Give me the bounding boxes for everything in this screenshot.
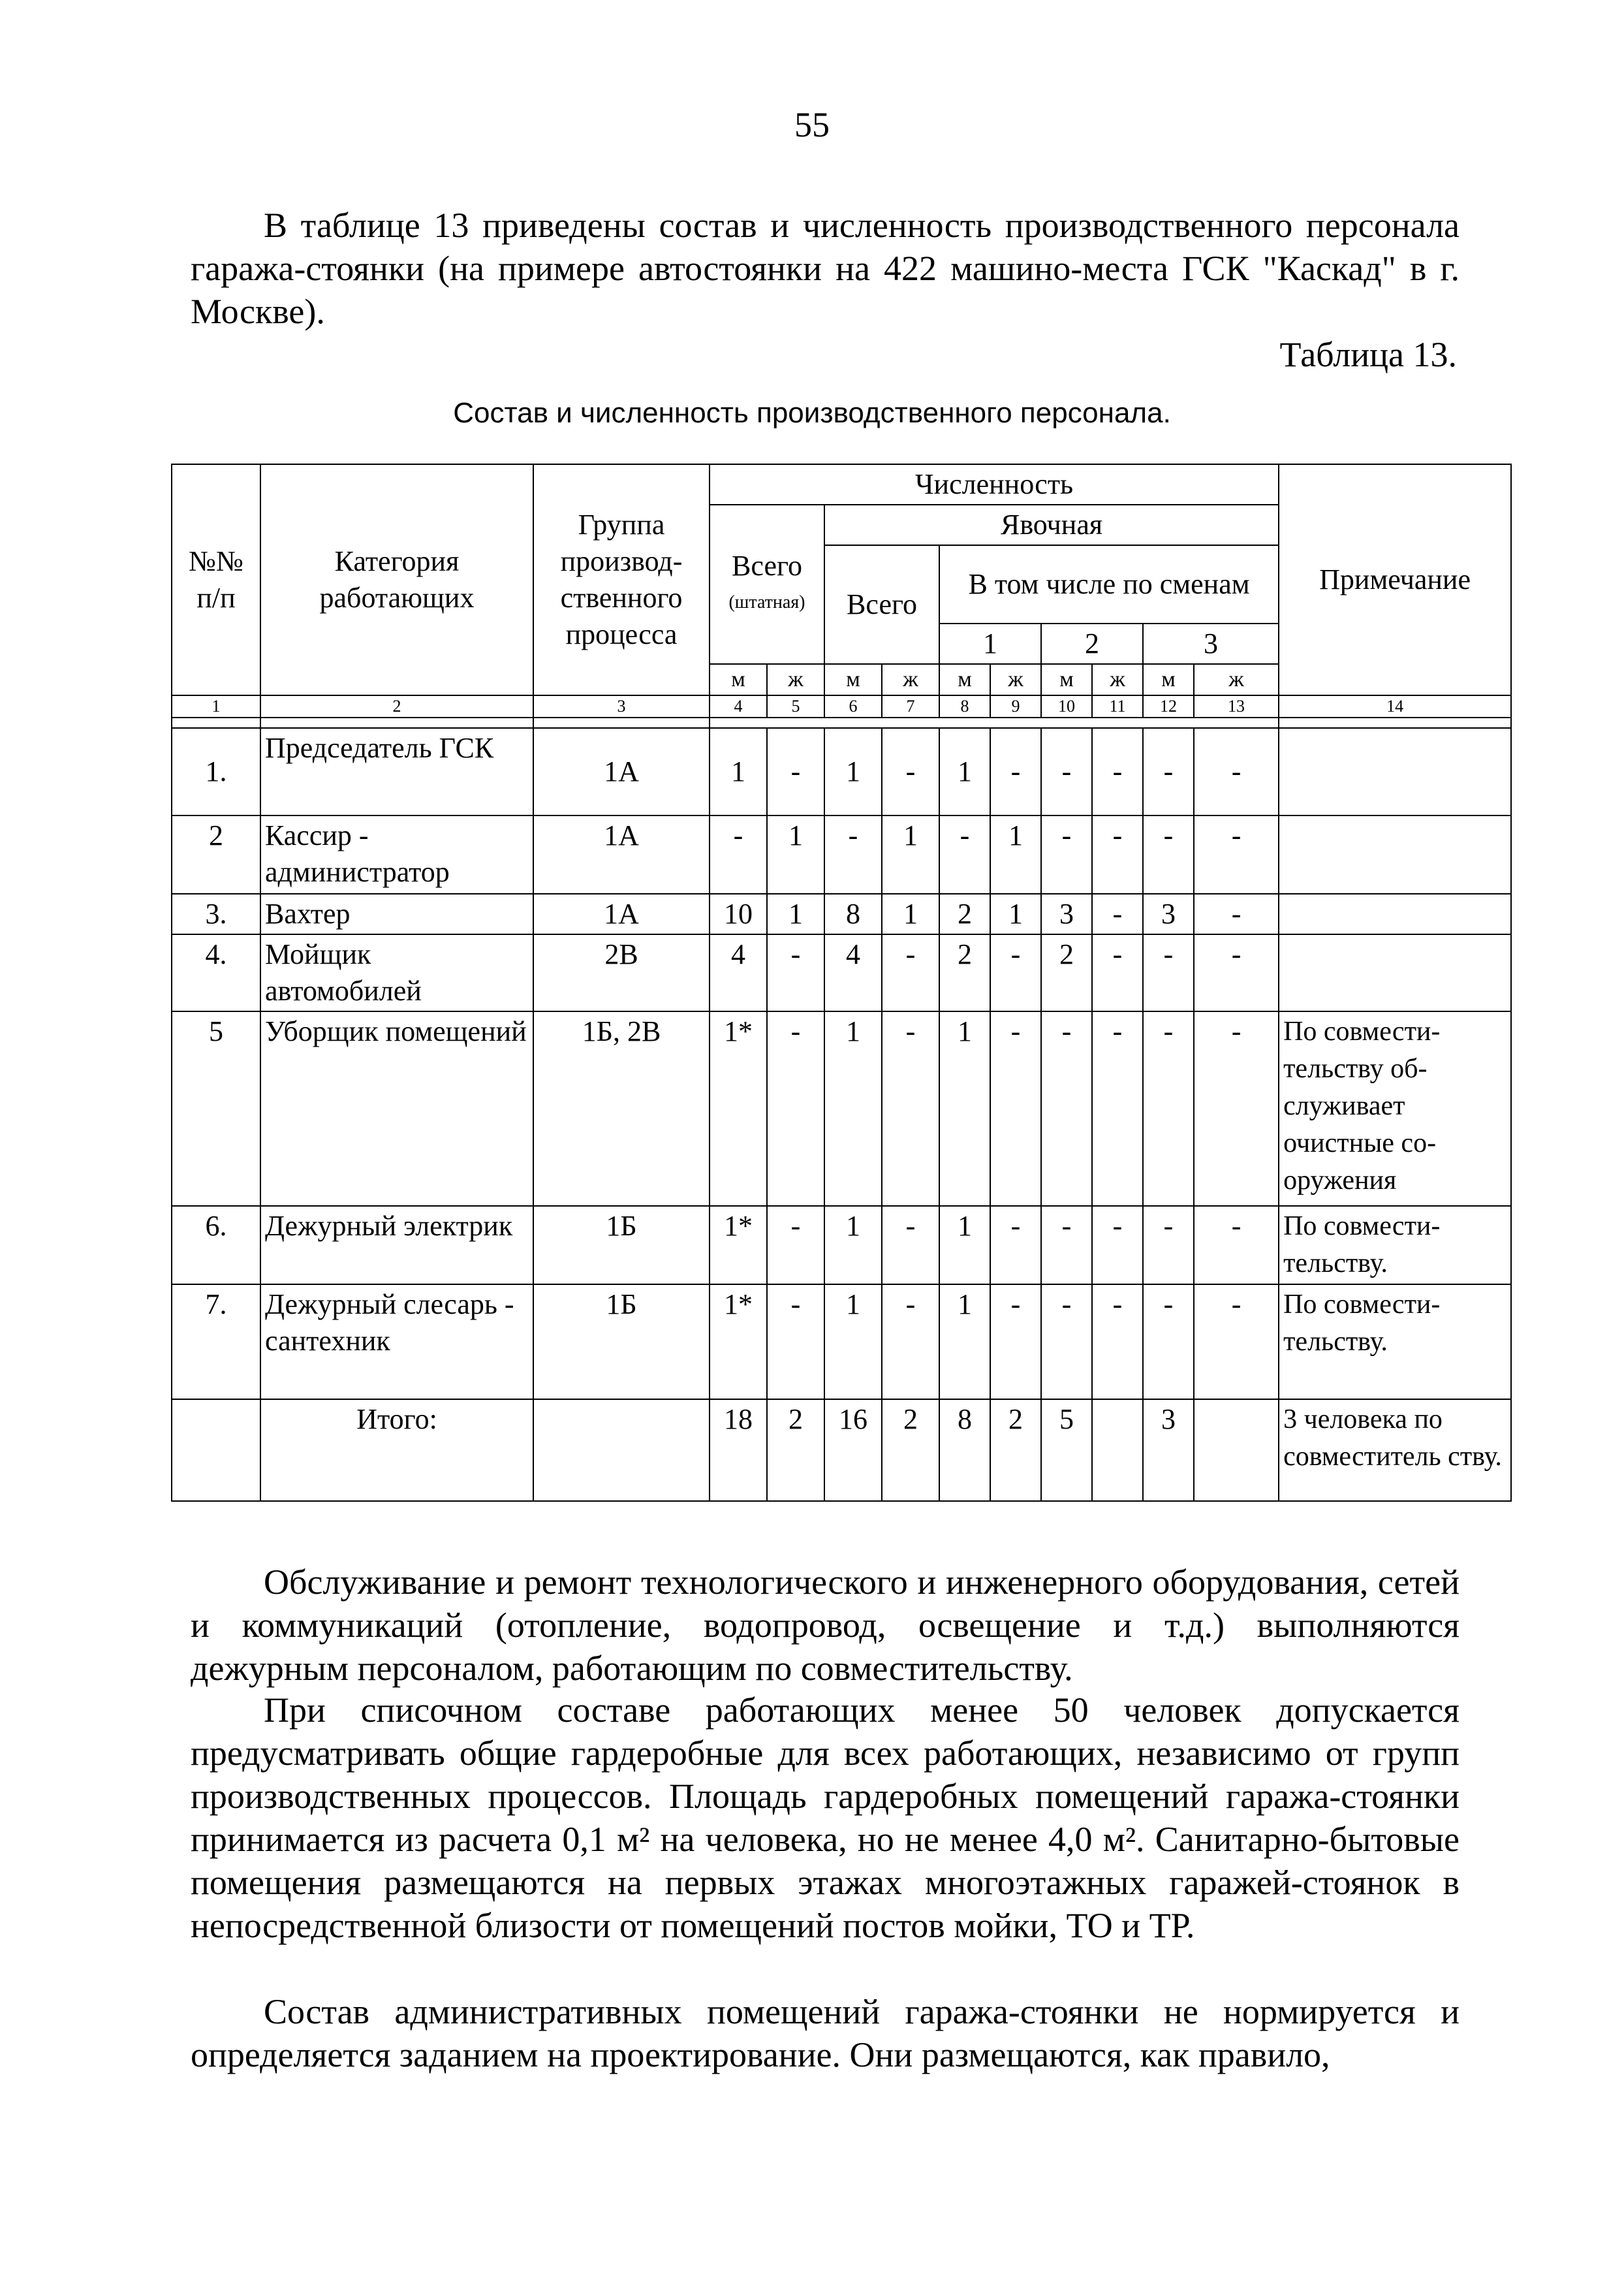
row-value: - bbox=[710, 815, 767, 894]
header-female: ж bbox=[1194, 664, 1279, 695]
column-index-cell: 5 bbox=[767, 695, 824, 718]
row-value: 2 bbox=[882, 1399, 939, 1501]
row-value: - bbox=[1092, 815, 1143, 894]
row-note bbox=[1279, 728, 1511, 815]
header-female: ж bbox=[1092, 664, 1143, 695]
row-value: - bbox=[1143, 1011, 1194, 1206]
row-category: Итого: bbox=[260, 1399, 533, 1501]
row-number: 4. bbox=[172, 934, 260, 1011]
row-value: - bbox=[767, 1011, 824, 1206]
row-value: - bbox=[1194, 728, 1279, 815]
row-value bbox=[1194, 1399, 1279, 1501]
row-value: 1 bbox=[824, 1206, 882, 1284]
table-row bbox=[172, 1284, 1511, 1399]
row-value bbox=[1092, 1399, 1143, 1501]
row-value: 1 bbox=[990, 894, 1041, 934]
row-note: 3 человека по совместитель ству. bbox=[1279, 1399, 1511, 1501]
row-category: Мойщик автомобилей bbox=[260, 934, 533, 1011]
separator-cell bbox=[172, 718, 260, 728]
row-value: 2 bbox=[990, 1399, 1041, 1501]
row-number: 1. bbox=[172, 728, 260, 815]
header-shift-3: 3 bbox=[1143, 624, 1279, 664]
row-value: 2 bbox=[939, 894, 990, 934]
row-value: - bbox=[1041, 1206, 1092, 1284]
row-value: 1 bbox=[824, 1011, 882, 1206]
row-value: - bbox=[1092, 1011, 1143, 1206]
row-value: - bbox=[1194, 1206, 1279, 1284]
header-note: Примечание bbox=[1279, 464, 1511, 695]
row-value: 1* bbox=[710, 1011, 767, 1206]
row-value: 3 bbox=[1143, 1399, 1194, 1501]
paragraph-wardrobes: При списочном составе работающих менее 50 человек допускается предусматривать общие гардеробные для всех работающих, независимо от групп производственных процессов. Площадь гардеробных помещений гаража-стоянки принимается из расчета 0,1 м² на человека, но не менее 4,0 м². Санитарно-бытовые помещения размещаются на первых этажах многоэтажных гаражей-стоянок в непосредственной близости от помещений постов мойки, ТО и ТР. bbox=[191, 1690, 1460, 1945]
intro-paragraph: В таблице 13 приведены состав и численность производственного персонала гаража-стоянки (на примере автостоянки на 422 машино-места ГСК "Каскад" в г. Москве). bbox=[191, 206, 1460, 331]
header-male: м bbox=[1143, 664, 1194, 695]
row-number bbox=[172, 1399, 260, 1501]
row-value: 10 bbox=[710, 894, 767, 934]
table-row bbox=[172, 894, 1511, 934]
header-category: Категория работающих bbox=[260, 464, 533, 695]
row-value: - bbox=[1092, 728, 1143, 815]
column-index-cell: 3 bbox=[533, 695, 710, 718]
column-index-row bbox=[172, 695, 1511, 718]
header-total-note: (штатная) bbox=[728, 592, 805, 612]
row-category: Уборщик помещений bbox=[260, 1011, 533, 1206]
header-male: м bbox=[939, 664, 990, 695]
row-number: 3. bbox=[172, 894, 260, 934]
header-female: ж bbox=[882, 664, 939, 695]
row-category: Вахтер bbox=[260, 894, 533, 934]
table-row bbox=[172, 1206, 1511, 1284]
row-value: 16 bbox=[824, 1399, 882, 1501]
row-number: 7. bbox=[172, 1284, 260, 1399]
table-body bbox=[172, 728, 1511, 1501]
row-value: - bbox=[882, 1011, 939, 1206]
row-value: - bbox=[1194, 815, 1279, 894]
table-row bbox=[172, 1399, 1511, 1501]
row-value: - bbox=[1041, 728, 1092, 815]
header-total-label: Всего bbox=[732, 550, 802, 582]
row-number: 6. bbox=[172, 1206, 260, 1284]
row-value: 2 bbox=[1041, 934, 1092, 1011]
row-value: 2 bbox=[939, 934, 990, 1011]
header-attendance-total: Всего bbox=[824, 545, 939, 664]
row-value: - bbox=[767, 1206, 824, 1284]
row-category: Кассир - администратор bbox=[260, 815, 533, 894]
row-value: - bbox=[1143, 1206, 1194, 1284]
row-note bbox=[1279, 815, 1511, 894]
header-num: №№ п/п bbox=[172, 464, 260, 695]
row-value: 1 bbox=[939, 1284, 990, 1399]
header-female: ж bbox=[767, 664, 824, 695]
column-index-cell: 12 bbox=[1143, 695, 1194, 718]
row-note bbox=[1279, 934, 1511, 1011]
row-value: - bbox=[1143, 934, 1194, 1011]
row-value: 1 bbox=[939, 1011, 990, 1206]
column-index-cell: 2 bbox=[260, 695, 533, 718]
header-attendance: Явочная bbox=[824, 505, 1279, 545]
row-group: 1А bbox=[533, 815, 710, 894]
row-value: 3 bbox=[1041, 894, 1092, 934]
separator-cell bbox=[260, 718, 533, 728]
header-by-shifts: В том числе по сменам bbox=[939, 545, 1279, 624]
row-value: - bbox=[1143, 815, 1194, 894]
row-value: - bbox=[990, 1284, 1041, 1399]
column-index-cell: 10 bbox=[1041, 695, 1092, 718]
row-value: - bbox=[1143, 728, 1194, 815]
row-value: - bbox=[990, 934, 1041, 1011]
row-value: - bbox=[1194, 894, 1279, 934]
column-index-cell: 4 bbox=[710, 695, 767, 718]
row-group: 2В bbox=[533, 934, 710, 1011]
separator-cell bbox=[710, 718, 1279, 728]
row-value: - bbox=[824, 815, 882, 894]
staff-table-container bbox=[171, 464, 1502, 1502]
row-value: - bbox=[1041, 1284, 1092, 1399]
row-group: 1А bbox=[533, 728, 710, 815]
header-male: м bbox=[710, 664, 767, 695]
row-note: По совмести-тельству. bbox=[1279, 1206, 1511, 1284]
column-index-cell: 6 bbox=[824, 695, 882, 718]
row-group: 1Б bbox=[533, 1284, 710, 1399]
row-value: 1* bbox=[710, 1206, 767, 1284]
row-value: 1 bbox=[990, 815, 1041, 894]
row-value: 3 bbox=[1143, 894, 1194, 934]
header-male: м bbox=[1041, 664, 1092, 695]
row-value: - bbox=[1092, 934, 1143, 1011]
table-header bbox=[172, 464, 1511, 728]
staff-table bbox=[171, 464, 1512, 1502]
header-female: ж bbox=[990, 664, 1041, 695]
column-index-cell: 14 bbox=[1279, 695, 1511, 718]
row-category: Дежурный электрик bbox=[260, 1206, 533, 1284]
row-value: - bbox=[1041, 1011, 1092, 1206]
row-number: 5 bbox=[172, 1011, 260, 1206]
row-value: - bbox=[767, 934, 824, 1011]
row-value: - bbox=[882, 1284, 939, 1399]
separator-cell bbox=[533, 718, 710, 728]
row-value: - bbox=[767, 728, 824, 815]
row-value: - bbox=[990, 1206, 1041, 1284]
row-note: По совмести-тельству. bbox=[1279, 1284, 1511, 1399]
row-value: - bbox=[939, 815, 990, 894]
row-value: - bbox=[882, 728, 939, 815]
row-number: 2 bbox=[172, 815, 260, 894]
row-value: - bbox=[1194, 1284, 1279, 1399]
row-group bbox=[533, 1399, 710, 1501]
row-value: - bbox=[990, 1011, 1041, 1206]
row-value: 2 bbox=[767, 1399, 824, 1501]
separator-cell bbox=[1279, 718, 1511, 728]
row-value: - bbox=[1143, 1284, 1194, 1399]
row-value: 1 bbox=[882, 815, 939, 894]
table-title: Состав и численность производственного персонала. bbox=[453, 397, 1171, 429]
header-total bbox=[710, 505, 824, 664]
row-value: 1 bbox=[710, 728, 767, 815]
row-group: 1Б, 2В bbox=[533, 1011, 710, 1206]
row-value: - bbox=[1092, 1284, 1143, 1399]
header-count: Численность bbox=[710, 464, 1279, 505]
row-value: 1* bbox=[710, 1284, 767, 1399]
row-value: 1 bbox=[882, 894, 939, 934]
row-value: 18 bbox=[710, 1399, 767, 1501]
paragraph-admin: Состав административных помещений гаража-стоянки не нормируется и определяется заданием на проектирование. Они размещаются, как правило, bbox=[191, 1992, 1460, 2074]
row-value: 8 bbox=[824, 894, 882, 934]
row-value: 1 bbox=[767, 815, 824, 894]
column-index-cell: 11 bbox=[1092, 695, 1143, 718]
row-group: 1А bbox=[533, 894, 710, 934]
table-caption: Таблица 13. bbox=[1279, 335, 1457, 374]
column-index-cell: 13 bbox=[1194, 695, 1279, 718]
row-value: - bbox=[990, 728, 1041, 815]
row-value: 5 bbox=[1041, 1399, 1092, 1501]
row-value: 4 bbox=[710, 934, 767, 1011]
header-shift-1: 1 bbox=[939, 624, 1041, 664]
column-index-cell: 9 bbox=[990, 695, 1041, 718]
row-value: - bbox=[1041, 815, 1092, 894]
row-category: Дежурный слесарь - сантехник bbox=[260, 1284, 533, 1399]
row-value: - bbox=[1092, 1206, 1143, 1284]
row-value: - bbox=[1092, 894, 1143, 934]
header-group: Группа производ-ственного процесса bbox=[533, 464, 710, 695]
row-value: 1 bbox=[824, 728, 882, 815]
row-value: 1 bbox=[767, 894, 824, 934]
row-value: 8 bbox=[939, 1399, 990, 1501]
row-group: 1Б bbox=[533, 1206, 710, 1284]
page-number: 55 bbox=[794, 105, 830, 144]
row-category: Председатель ГСК bbox=[260, 728, 533, 815]
row-value: - bbox=[882, 1206, 939, 1284]
row-value: - bbox=[1194, 934, 1279, 1011]
header-separator bbox=[172, 718, 1511, 728]
row-value: 4 bbox=[824, 934, 882, 1011]
row-note bbox=[1279, 894, 1511, 934]
table-row bbox=[172, 1011, 1511, 1206]
row-note: По совмести-тельству об-служивает очистные со-оружения bbox=[1279, 1011, 1511, 1206]
header-male: м bbox=[824, 664, 882, 695]
row-value: 1 bbox=[824, 1284, 882, 1399]
row-value: - bbox=[1194, 1011, 1279, 1206]
row-value: - bbox=[882, 934, 939, 1011]
table-row bbox=[172, 728, 1511, 815]
row-value: - bbox=[767, 1284, 824, 1399]
table-row bbox=[172, 815, 1511, 894]
row-value: 1 bbox=[939, 728, 990, 815]
column-index-cell: 7 bbox=[882, 695, 939, 718]
table-row bbox=[172, 934, 1511, 1011]
row-value: 1 bbox=[939, 1206, 990, 1284]
paragraph-maintenance: Обслуживание и ремонт технологического и инженерного оборудования, сетей и коммуникаций (отопление, водопровод, освещение и т.д.) выполняются дежурным персоналом, работающим по совместительству. bbox=[191, 1562, 1460, 1688]
header-shift-2: 2 bbox=[1041, 624, 1143, 664]
column-index-cell: 8 bbox=[939, 695, 990, 718]
column-index-cell: 1 bbox=[172, 695, 260, 718]
